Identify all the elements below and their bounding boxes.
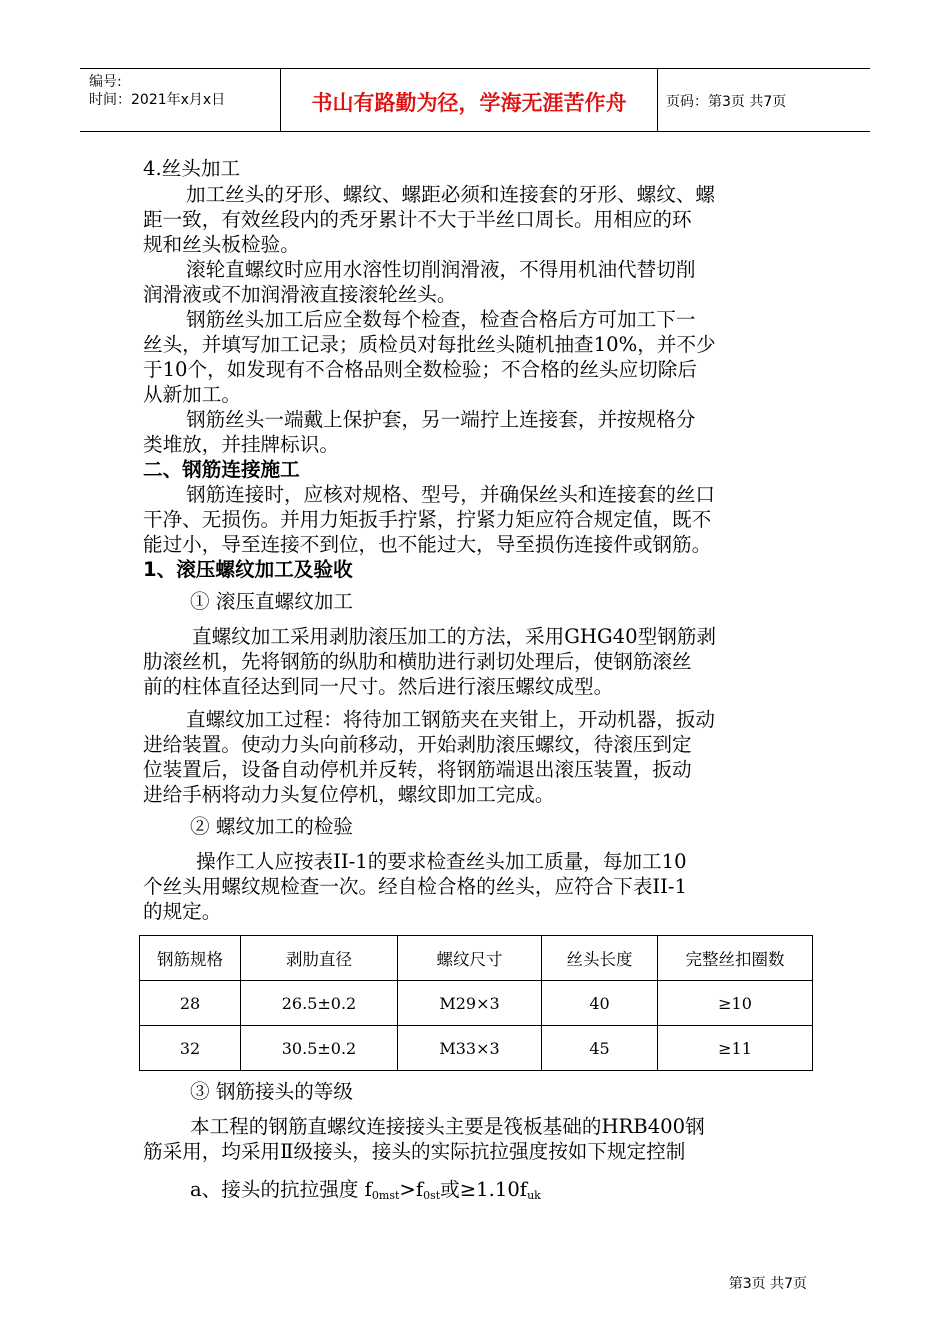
- paragraph-line: 于10个，如发现有不合格品则全数检验；不合格的丝头应切除后: [143, 358, 697, 381]
- subsection-heading: ② 螺纹加工的检验: [190, 815, 353, 838]
- motto-text: 书山有路勤为径，学海无涯苦作舟: [311, 91, 627, 115]
- table-cell: 45: [542, 1026, 658, 1071]
- formula-subscript: 0mst: [371, 1189, 400, 1202]
- paragraph-line: 距一致，有效丝段内的秃牙累计不大于半丝口周长。用相应的环: [143, 208, 692, 231]
- paragraph-line: 个丝头用螺纹规检查一次。经自检合格的丝头，应符合下表II-1: [143, 875, 688, 898]
- table-header-cell: 钢筋规格: [140, 936, 241, 981]
- paragraph-line: 钢筋连接时，应核对规格、型号，并确保丝头和连接套的丝口: [186, 483, 716, 506]
- table-cell: M29×3: [398, 981, 542, 1026]
- page-footer: 第3页 共7页: [728, 1276, 807, 1292]
- table-header-cell: 剥肋直径: [241, 936, 398, 981]
- page-number-label: 页码：第3页 共7页: [666, 94, 787, 110]
- paragraph-line: 筋采用，均采用Ⅱ级接头，接头的实际抗拉强度按如下规定控制: [143, 1140, 686, 1163]
- table-cell: ≥10: [658, 981, 813, 1026]
- section-heading: 1、滚压螺纹加工及验收: [143, 558, 353, 581]
- formula-subscript: 0st: [423, 1189, 441, 1202]
- paragraph-line: 的规定。: [143, 900, 222, 923]
- section-heading: 二、钢筋连接施工: [143, 458, 300, 481]
- date-label: 时间：2021年x月x日: [89, 92, 226, 108]
- paragraph-line: 能过小，导至连接不到位，也不能过大，导至损伤连接件或钢筋。: [143, 533, 712, 556]
- paragraph-line: 直螺纹加工采用剥肋滚压加工的方法，采用GHG40型钢筋剥: [192, 625, 716, 648]
- paragraph-line: 加工丝头的牙形、螺纹、螺距必须和连接套的牙形、螺纹、螺: [186, 183, 716, 206]
- table-header-cell: 螺纹尺寸: [398, 936, 542, 981]
- table-cell: ≥11: [658, 1026, 813, 1071]
- tensile-strength-formula: [190, 1178, 541, 1208]
- paragraph-line: 位装置后，设备自动停机并反转，将钢筋端退出滚压装置，扳动: [143, 758, 692, 781]
- table-cell: 40: [542, 981, 658, 1026]
- header-motto-cell: [280, 69, 658, 131]
- paragraph-line: 肋滚丝机，先将钢筋的纵肋和横肋进行剥切处理后，使钢筋滚丝: [143, 650, 692, 673]
- table-cell: 28: [140, 981, 241, 1026]
- paragraph-line: 钢筋丝头加工后应全数每个检查，检查合格后方可加工下一: [186, 308, 696, 331]
- table-row: [140, 981, 813, 1026]
- paragraph-line: 滚轮直螺纹时应用水溶性切削润滑液，不得用机油代替切削: [186, 258, 696, 281]
- paragraph-line: 前的柱体直径达到同一尺寸。然后进行滚压螺纹成型。: [143, 675, 614, 698]
- paragraph-line: 钢筋丝头一端戴上保护套，另一端拧上连接套，并按规格分: [186, 408, 696, 431]
- formula-subscript: uk: [527, 1189, 541, 1202]
- table-row: [140, 1026, 813, 1071]
- paragraph-line: 直螺纹加工过程：将待加工钢筋夹在夹钳上，开动机器，扳动: [186, 708, 716, 731]
- table-cell: M33×3: [398, 1026, 542, 1071]
- subsection-heading: ① 滚压直螺纹加工: [190, 590, 353, 613]
- section-heading: 4.丝头加工: [143, 157, 241, 180]
- paragraph-line: 进给装置。使动力头向前移动，开始剥肋滚压螺纹，待滚压到定: [143, 733, 692, 756]
- paragraph-line: 丝头，并填写加工记录；质检员对每批丝头随机抽查10%，并不少: [143, 333, 716, 356]
- table-header-row: [140, 936, 813, 981]
- formula-text: 或≥1.10f: [440, 1178, 528, 1201]
- document-number-label: 编号:: [89, 74, 122, 90]
- formula-text: a、接头的抗拉强度 f: [190, 1178, 372, 1201]
- paragraph-line: 操作工人应按表II-1的要求检查丝头加工质量，每加工10: [196, 850, 687, 873]
- table-header-cell: 完整丝扣圈数: [658, 936, 813, 981]
- thread-spec-table: [139, 935, 813, 1071]
- formula-text: >f: [399, 1178, 424, 1201]
- paragraph-line: 干净、无损伤。并用力矩扳手拧紧，拧紧力矩应符合规定值，既不: [143, 508, 712, 531]
- paragraph-line: 润滑液或不加润滑液直接滚轮丝头。: [143, 283, 457, 306]
- header-meta-cell: [80, 69, 280, 131]
- header-page-cell: [656, 69, 870, 131]
- paragraph-line: 规和丝头板检验。: [143, 233, 300, 256]
- paragraph-line: 进给手柄将动力头复位停机，螺纹即加工完成。: [143, 783, 555, 806]
- paragraph-line: 从新加工。: [143, 383, 241, 406]
- page-header: [80, 68, 870, 132]
- table-header-cell: 丝头长度: [542, 936, 658, 981]
- table-cell: 30.5±0.2: [241, 1026, 398, 1071]
- paragraph-line: 类堆放，并挂牌标识。: [143, 433, 339, 456]
- table-cell: 26.5±0.2: [241, 981, 398, 1026]
- subsection-heading: ③ 钢筋接头的等级: [190, 1080, 353, 1103]
- paragraph-line: 本工程的钢筋直螺纹连接接头主要是筏板基础的HRB400钢: [190, 1115, 705, 1138]
- table-cell: 32: [140, 1026, 241, 1071]
